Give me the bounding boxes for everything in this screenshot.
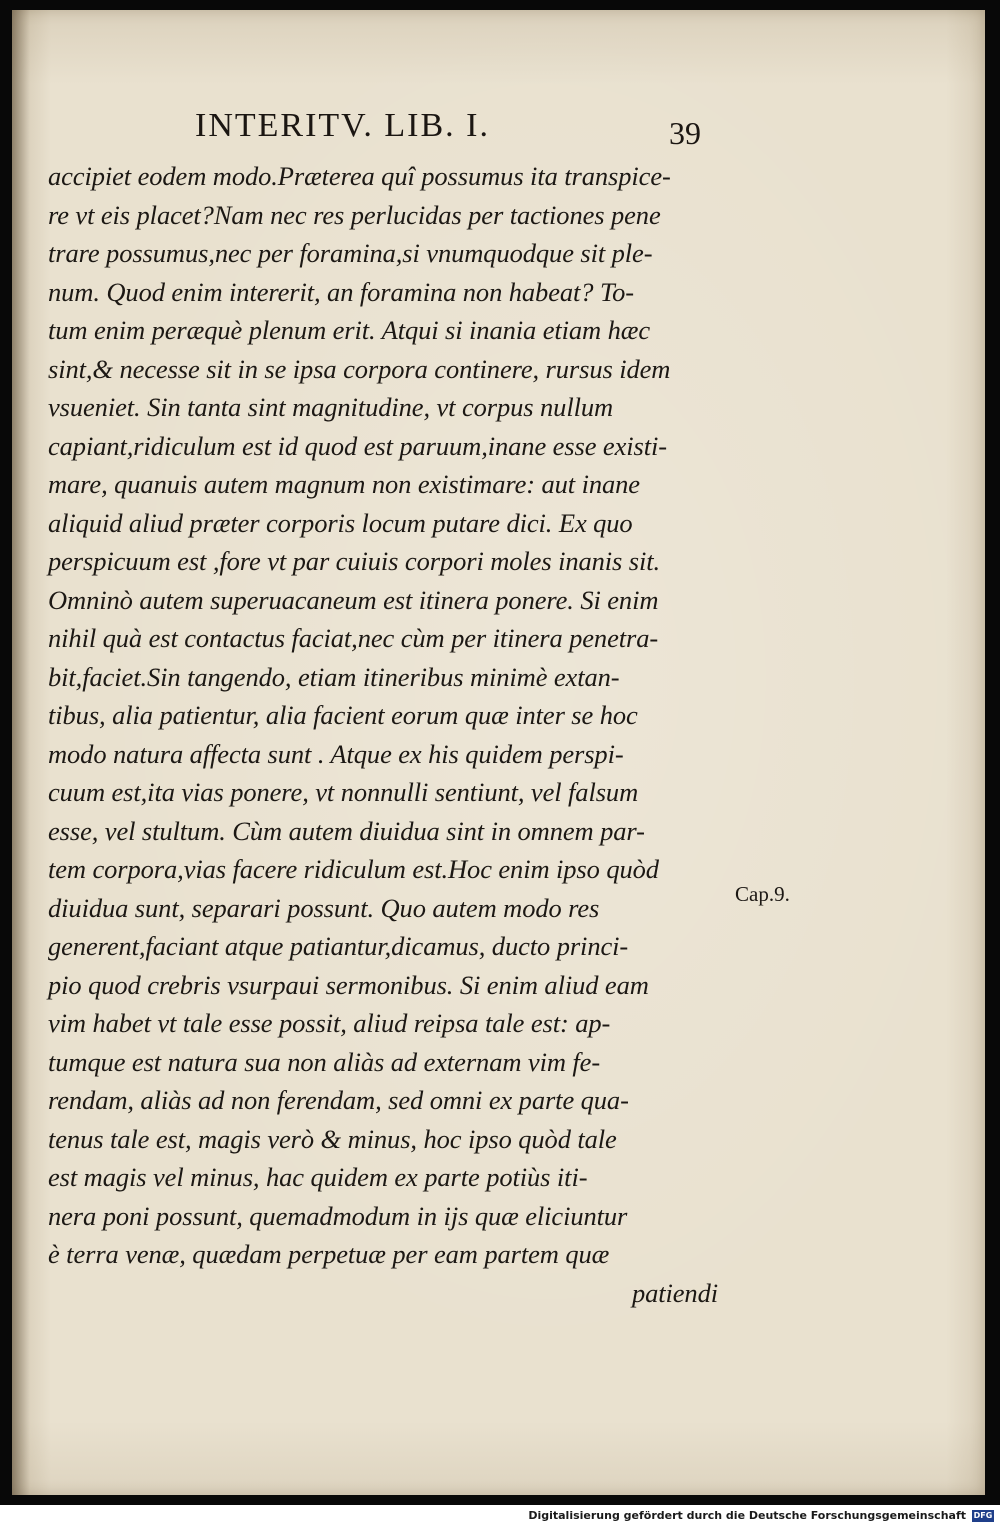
text-line: re vt eis placet?Nam nec res perlucidas per tactiones pene (48, 199, 661, 230)
text-line: vsueniet. Sin tanta sint magnitudine, vt corpus nullum (48, 392, 614, 422)
text-block (48, 157, 738, 1312)
text-line: sint,& necesse sit in se ipsa corpora continere, rursus idem (48, 353, 671, 384)
text-line: generent,faciant atque patiantur,dicamus, ducto princi- (48, 931, 629, 961)
dfg-logo-icon: DFG (973, 1511, 993, 1520)
text-line: num. Quod enim intererit, an foramina non habeat? To- (48, 276, 635, 307)
text-line: aliquid aliud præter corporis locum putare dici. Ex quo (48, 507, 633, 538)
catchword: patiendi (631, 1277, 718, 1308)
text-line: è terra venæ, quædam perpetuæ per eam partem quæ (48, 1239, 610, 1269)
running-head (195, 107, 725, 151)
text-line: accipiet eodem modo.Præterea quî possumus ita transpice- (48, 161, 671, 191)
margin-note-chapter: Cap.9. (735, 882, 790, 906)
text-line: mare, quanuis autem magnum non existimare: aut inane (48, 469, 640, 499)
text-line: tibus, alia patientur, alia facient eorum quæ inter se hoc (48, 700, 638, 730)
text-line: Omninò autem superuacaneum est itinera ponere. Si enim (48, 584, 659, 615)
text-line: diuidua sunt, separari possunt. Quo autem modo res (48, 892, 600, 923)
text-line: perspicuum est ,fore vt par cuiuis corpori moles inanis sit. (48, 546, 661, 576)
funding-credit: Digitalisierung gefördert durch die Deutsche Forschungsgemeinschaft (528, 1509, 966, 1522)
text-line: pio quod crebris vsurpaui sermonibus. Si enim aliud eam (48, 969, 649, 1000)
text-line: esse, vel stultum. Cùm autem diuidua sint in omnem par- (48, 815, 645, 846)
text-line: est magis vel minus, hac quidem ex parte potiùs iti- (48, 1162, 588, 1192)
text-line: nera poni possunt, quemadmodum in ijs quæ eliciuntur (48, 1200, 628, 1231)
text-line: tum enim peræquè plenum erit. Atqui si inania etiam hæc (48, 315, 650, 345)
page-number: 39 (669, 115, 701, 151)
text-line: tenus tale est, magis verò & minus, hoc ipso quòd tale (48, 1123, 617, 1154)
text-line: nihil quà est contactus faciat,nec cùm per itinera penetra- (48, 623, 659, 653)
text-line: capiant,ridiculum est id quod est paruum,inane esse existi- (48, 430, 667, 461)
text-line: cuum est,ita vias ponere, vt nonnulli sentiunt, vel falsum (48, 777, 639, 807)
text-line: modo natura affecta sunt . Atque ex his quidem perspi- (48, 738, 624, 769)
gutter-shadow (12, 10, 30, 1495)
text-line: rendam, aliàs ad non ferendam, sed omni ex parte qua- (48, 1085, 629, 1115)
text-line: vim habet vt tale esse possit, aliud reipsa tale est: ap- (48, 1008, 611, 1038)
text-line: tumque est natura sua non aliàs ad externam vim fe- (48, 1046, 601, 1077)
running-head-title: INTERITV. LIB. I. (195, 107, 490, 144)
text-line: tem corpora,vias facere ridiculum est.Hoc enim ipso quòd (48, 854, 659, 884)
text-line: bit,faciet.Sin tangendo, etiam itineribus minimè extan- (48, 661, 620, 692)
text-line: trare possumus,nec per foramina,si vnumquodque sit ple- (48, 238, 653, 268)
